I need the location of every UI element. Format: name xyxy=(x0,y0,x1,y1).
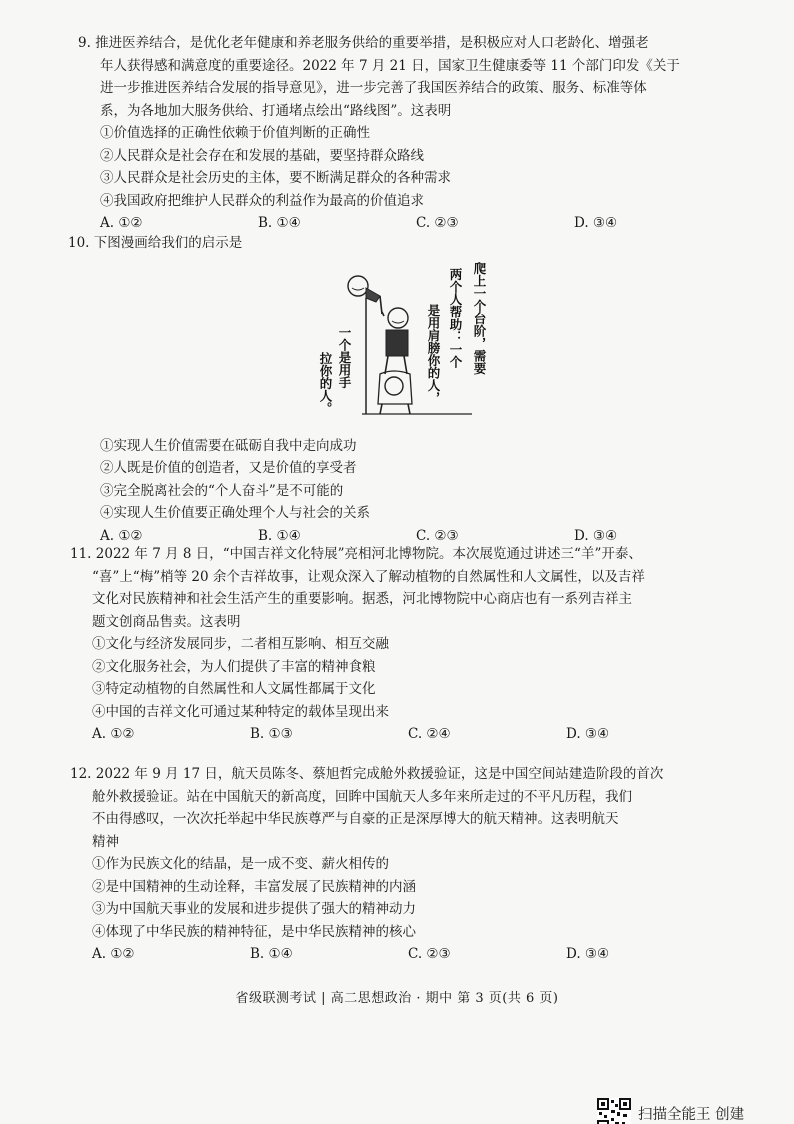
q11-item: ③特定动植物的自然属性和人文属性都属于文化 xyxy=(92,681,376,697)
q10-option-a[interactable]: A. ①② xyxy=(100,527,143,544)
q12-item: ①作为民族文化的结晶，是一成不变、薪火相传的 xyxy=(92,856,389,872)
top-person-body xyxy=(366,288,380,302)
q10-item: ③完全脱离社会的“个人奋斗”是不可能的 xyxy=(100,482,344,499)
scanner-watermark: 扫描全能王 创建 xyxy=(638,1107,745,1123)
middle-person-face xyxy=(392,321,404,323)
q11-option-b[interactable]: B. ①③ xyxy=(250,726,293,742)
q12-item: ④体现了中华民族的精神特征，是中华民族精神的核心 xyxy=(92,923,416,940)
q10-item: ④实现人生价值要正确处理个人与社会的关系 xyxy=(100,505,370,521)
q12-stem-line: 舱外救援验证。站在中国航天的新高度，回眸中国航天人多年来所走过的不平凡历程，我们 xyxy=(92,788,632,805)
q9-option-d[interactable]: D. ③④ xyxy=(574,215,618,231)
q9-item: ②人民群众是社会存在和发展的基础，要坚持群众路线 xyxy=(100,147,424,164)
q12-stem-line: 精神 xyxy=(92,833,119,850)
q11-stem-line: 题文创商品售卖。这表明 xyxy=(92,613,241,630)
cartoon-caption-4: 一个是用手 xyxy=(337,326,352,389)
q11-stem-line: 文化对民族精神和社会生活产生的重要影响。据悉，河北博物院中心商店也有一系列吉祥主 xyxy=(92,591,632,607)
q12-option-c[interactable]: C. ②③ xyxy=(408,946,451,962)
bottom-person-legs xyxy=(380,404,410,414)
q11-item: ②文化服务社会，为人们提供了丰富的精神食粮 xyxy=(92,658,376,675)
q9-option-a[interactable]: A. ①② xyxy=(100,215,143,231)
question-9 xyxy=(78,32,708,235)
middle-person-head xyxy=(388,308,408,328)
q10-option-c[interactable]: C. ②③ xyxy=(416,527,459,544)
q11-stem-line: “喜”上“梅”梢等 20 余个吉祥故事，让观众深入了解动植物的自然属性和人文属性，以及吉祥 xyxy=(92,568,645,585)
q12-stem-line: 12. 2022 年 9 月 17 日，航天员陈冬、蔡旭哲完成舱外救援验证，这是中国空间站建造阶段的首次 xyxy=(70,766,664,782)
q12-option-d[interactable]: D. ③④ xyxy=(566,946,610,962)
q9-stem-line: 9. 推进医养结合，是优化老年健康和养老服务供给的重要举措，是积极应对人口老龄化、增强老 xyxy=(78,35,649,51)
q12-item: ③为中国航天事业的发展和进步提供了强大的精神动力 xyxy=(92,901,416,917)
top-person-face xyxy=(352,288,364,290)
q11-item: ①文化与经济发展同步，二者相互影响、相互交融 xyxy=(92,636,389,652)
q10-item: ①实现人生价值需要在砥砺自我中走向成功 xyxy=(100,437,357,454)
q9-item: ④我国政府把维护人民群众的利益作为最高的价值追求 xyxy=(100,192,424,209)
q10-option-b[interactable]: B. ①④ xyxy=(258,527,301,544)
q11-option-a[interactable]: A. ①② xyxy=(92,726,135,742)
middle-person-arm-up xyxy=(382,312,384,316)
q12-stem-line: 不由得感叹，一次次托举起中华民族尊严与自豪的正是深厚博大的航天精神。这表明航天 xyxy=(92,811,619,827)
top-person-arm xyxy=(380,296,382,314)
qr-code-icon xyxy=(597,1098,631,1124)
q9-stem-line: 系，为各地加大服务供给、打通堵点绘出“路线图”。这表明 xyxy=(100,102,452,119)
q11-option-c[interactable]: C. ②④ xyxy=(408,726,451,742)
q10-item: ②人既是价值的创造者，又是价值的享受者 xyxy=(100,460,357,476)
top-person-head xyxy=(348,276,368,296)
q11-stem-line: 11. 2022 年 7 月 8 日，“中国吉祥文化特展”亮相河北博物院。本次展览通过讲述三“羊”开泰、 xyxy=(70,546,642,562)
q10-option-d[interactable]: D. ③④ xyxy=(574,527,618,544)
cartoon-caption-2: 两个人帮助：一个 xyxy=(448,268,463,368)
q11-item: ④中国的吉祥文化可通过某种特定的载体呈现出来 xyxy=(92,703,389,720)
cartoon-caption-5: 拉你的人。 xyxy=(318,352,333,415)
q9-option-c[interactable]: C. ②③ xyxy=(416,215,459,231)
bottom-person-head xyxy=(385,377,403,395)
q10-stem: 10. 下图漫画给我们的启示是 xyxy=(68,235,243,251)
cartoon-caption-3: 是用肩膀你的人， xyxy=(426,304,441,404)
q11-options xyxy=(70,723,700,746)
q12-item: ②是中国精神的生动诠释，丰富发展了民族精神的内涵 xyxy=(92,878,416,895)
question-12 xyxy=(70,763,700,966)
q9-stem-line: 进一步推进医养结合发展的指导意见》，进一步完善了我国医养结合的政策、服务、标准等体 xyxy=(100,80,647,96)
q9-item: ①价值选择的正确性依赖于价值判断的正确性 xyxy=(100,125,370,141)
q11-option-d[interactable]: D. ③④ xyxy=(566,726,610,742)
page-footer: 省级联测考试 | 高二思想政治 · 期中 第 3 页(共 6 页) xyxy=(235,991,559,1006)
q9-stem-line: 年人获得感和满意度的重要途径。2022 年 7 月 21 日，国家卫生健康委等 11 个部门印发《关于 xyxy=(100,57,680,74)
cartoon-caption-1: 爬上一个台阶，需要 xyxy=(472,262,487,375)
q12-options xyxy=(70,943,700,966)
middle-person-body xyxy=(386,330,408,356)
q12-option-a[interactable]: A. ①② xyxy=(92,946,135,962)
question-11 xyxy=(70,543,700,746)
q9-item: ③人民群众是社会历史的主体，要不断满足群众的各种需求 xyxy=(100,170,451,186)
q9-option-b[interactable]: B. ①④ xyxy=(258,215,301,231)
bottom-person-body xyxy=(378,371,412,404)
q12-option-b[interactable]: B. ①④ xyxy=(250,946,293,962)
